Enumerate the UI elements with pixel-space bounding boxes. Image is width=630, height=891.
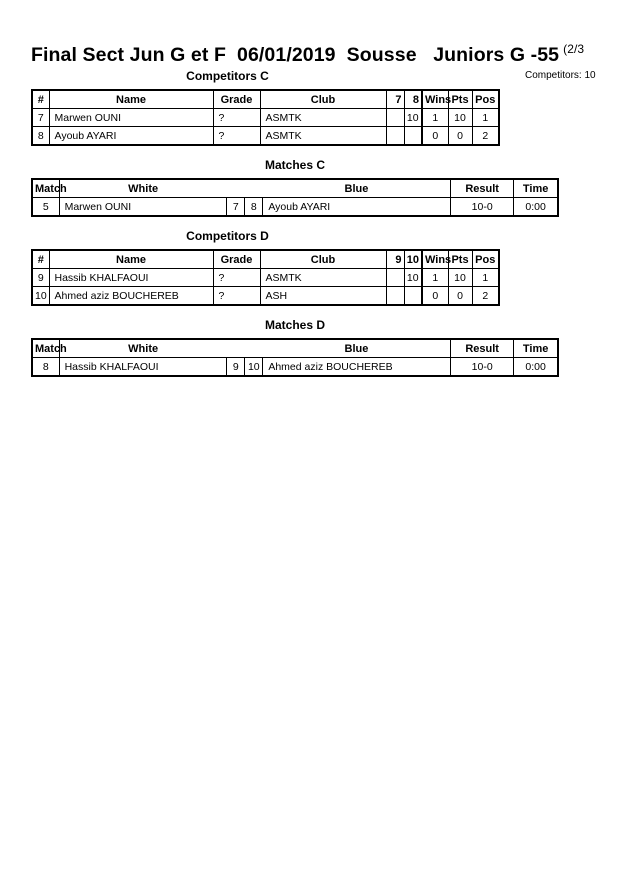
col-num: # <box>32 250 49 269</box>
col-club: Club <box>260 90 386 109</box>
col-club: Club <box>260 250 386 269</box>
cell-score-a <box>386 269 404 287</box>
competitors-c-title: Competitors C <box>186 69 269 83</box>
cell-blue-number: 8 <box>245 198 263 217</box>
col-opponent-b: 10 <box>404 250 422 269</box>
col-time: Time <box>514 179 558 198</box>
col-pos: Pos <box>472 90 499 109</box>
cell-blue-name: Ahmed aziz BOUCHEREB <box>263 358 451 377</box>
cell-pos: 1 <box>472 109 499 127</box>
table-header-row <box>32 339 558 358</box>
cell-num: 8 <box>32 127 49 146</box>
cell-name: Marwen OUNI <box>49 109 213 127</box>
matches-d-title: Matches D <box>264 318 326 332</box>
table-header-row <box>32 250 499 269</box>
cell-wins: 1 <box>422 109 448 127</box>
cell-num: 9 <box>32 269 49 287</box>
cell-pos: 1 <box>472 269 499 287</box>
col-grade: Grade <box>213 250 260 269</box>
cell-pos: 2 <box>472 127 499 146</box>
event-date: 06/01/2019 <box>237 44 336 66</box>
cell-white-name: Hassib KHALFAOUI <box>59 358 227 377</box>
matches-c-table <box>31 178 559 217</box>
competitors-d-table <box>31 249 500 306</box>
col-blue: Blue <box>263 339 451 358</box>
cell-grade: ? <box>213 127 260 146</box>
col-spacer <box>227 179 245 198</box>
cell-match-number: 5 <box>32 198 59 217</box>
cell-score-a <box>386 287 404 306</box>
col-white: White <box>59 339 227 358</box>
cell-white-number: 9 <box>227 358 245 377</box>
col-wins: Wins <box>422 250 448 269</box>
cell-num: 7 <box>32 109 49 127</box>
cell-pts: 10 <box>448 109 472 127</box>
col-match: Match <box>32 339 59 358</box>
col-name: Name <box>49 250 213 269</box>
col-white: White <box>59 179 227 198</box>
cell-score-a <box>386 109 404 127</box>
cell-grade: ? <box>213 109 260 127</box>
col-spacer <box>227 339 245 358</box>
page-title <box>31 44 584 67</box>
table-row <box>32 358 558 377</box>
cell-pos: 2 <box>472 287 499 306</box>
cell-wins: 1 <box>422 269 448 287</box>
cell-white-number: 7 <box>227 198 245 217</box>
col-name: Name <box>49 90 213 109</box>
cell-score-a <box>386 127 404 146</box>
table-header-row <box>32 90 499 109</box>
event-name: Final Sect Jun G et F <box>31 44 226 66</box>
cell-score-b <box>404 127 422 146</box>
cell-match-number: 8 <box>32 358 59 377</box>
cell-blue-name: Ayoub AYARI <box>263 198 451 217</box>
cell-score-b: 10 <box>404 269 422 287</box>
competitors-count: Competitors: 10 <box>525 70 596 81</box>
cell-pts: 10 <box>448 269 472 287</box>
cell-result: 10-0 <box>451 198 514 217</box>
cell-time: 0:00 <box>514 198 558 217</box>
table-row <box>32 287 499 306</box>
col-opponent-a: 9 <box>386 250 404 269</box>
table-row <box>32 127 499 146</box>
cell-grade: ? <box>213 269 260 287</box>
cell-score-b <box>404 287 422 306</box>
cell-name: Ayoub AYARI <box>49 127 213 146</box>
matches-c-title: Matches C <box>264 158 326 172</box>
table-row <box>32 269 499 287</box>
table-row <box>32 198 558 217</box>
table-header-row <box>32 179 558 198</box>
cell-pts: 0 <box>448 287 472 306</box>
cell-club: ASMTK <box>260 109 386 127</box>
table-row <box>32 109 499 127</box>
cell-time: 0:00 <box>514 358 558 377</box>
event-category: Juniors G -55 <box>433 44 560 66</box>
col-opponent-a: 7 <box>386 90 404 109</box>
col-opponent-b: 8 <box>404 90 422 109</box>
cell-white-name: Marwen OUNI <box>59 198 227 217</box>
cell-result: 10-0 <box>451 358 514 377</box>
cell-wins: 0 <box>422 127 448 146</box>
cell-score-b: 10 <box>404 109 422 127</box>
col-spacer <box>245 179 263 198</box>
col-spacer <box>245 339 263 358</box>
col-grade: Grade <box>213 90 260 109</box>
cell-club: ASMTK <box>260 269 386 287</box>
cell-name: Ahmed aziz BOUCHEREB <box>49 287 213 306</box>
col-match: Match <box>32 179 59 198</box>
col-blue: Blue <box>263 179 451 198</box>
cell-pts: 0 <box>448 127 472 146</box>
cell-club: ASH <box>260 287 386 306</box>
col-pos: Pos <box>472 250 499 269</box>
competitors-c-table <box>31 89 500 146</box>
col-wins: Wins <box>422 90 448 109</box>
cell-grade: ? <box>213 287 260 306</box>
page-number: (2/3 <box>563 42 585 56</box>
col-num: # <box>32 90 49 109</box>
cell-wins: 0 <box>422 287 448 306</box>
col-result: Result <box>451 179 514 198</box>
matches-d-table <box>31 338 559 377</box>
cell-name: Hassib KHALFAOUI <box>49 269 213 287</box>
col-pts: Pts <box>448 250 472 269</box>
col-result: Result <box>451 339 514 358</box>
cell-num: 10 <box>32 287 49 306</box>
cell-club: ASMTK <box>260 127 386 146</box>
col-pts: Pts <box>448 90 472 109</box>
competitors-d-title: Competitors D <box>186 229 269 243</box>
event-city: Sousse <box>346 44 417 66</box>
col-time: Time <box>514 339 558 358</box>
cell-blue-number: 10 <box>245 358 263 377</box>
